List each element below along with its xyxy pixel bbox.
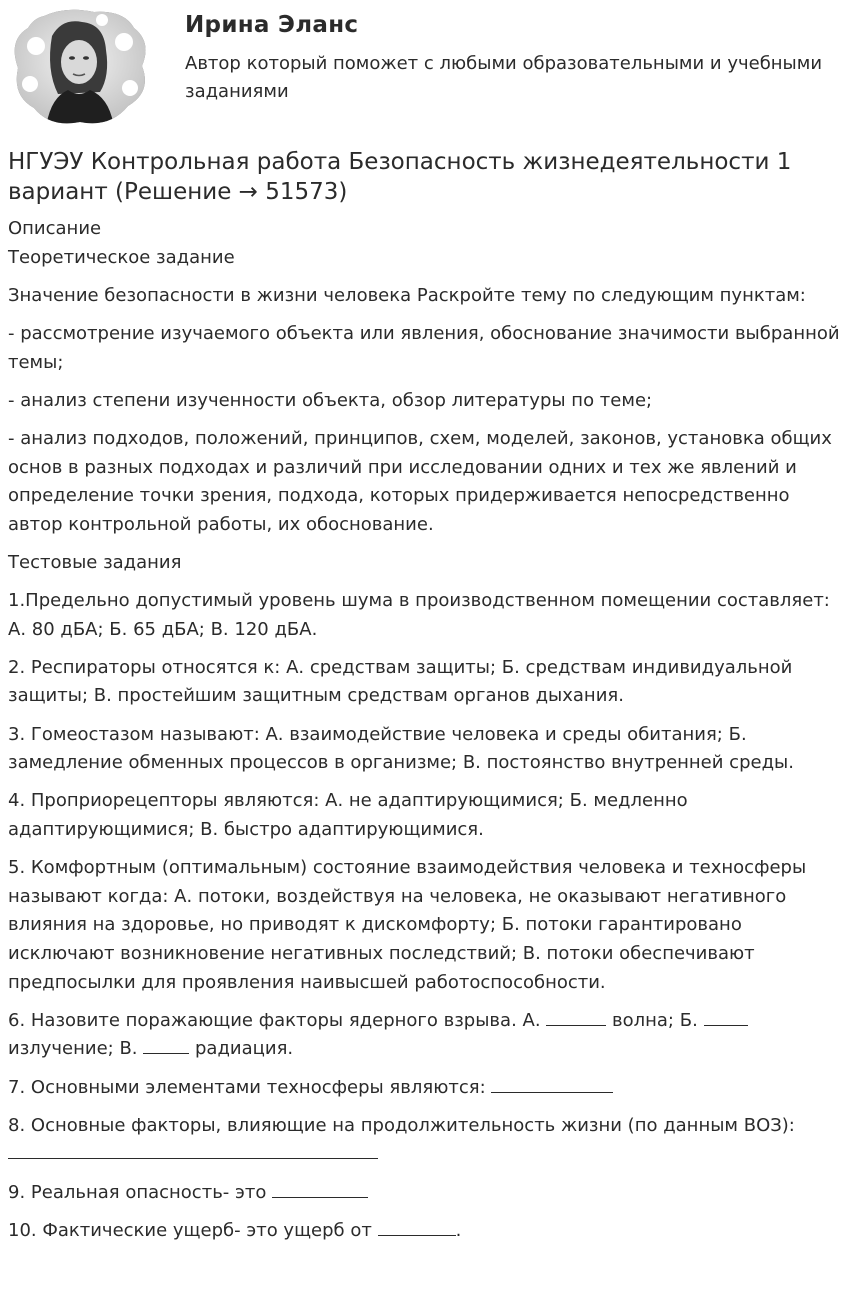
- answer-blank: [143, 1035, 189, 1054]
- theory-label: Теоретическое задание: [8, 246, 235, 268]
- q9-text: 9. Реальная опасность- это: [8, 1181, 273, 1203]
- work-description: [8, 215, 842, 1255]
- test-question-2: 2. Респираторы относятся к: А. средствам защиты; Б. средствам индивидуальной защиты; В. простейшим защитным средствам органов дыхания.: [8, 656, 793, 707]
- theory-point-3: - анализ подходов, положений, принципов, схем, моделей, законов, установка общих основ в разных подходах и различий при исследовании одних и тех же явлений и определение точки зрения, подхода, которых придерживается непосредственно автор контрольной работы, их обоснование.: [8, 427, 832, 535]
- author-name[interactable]: Ирина Эланс: [185, 12, 359, 38]
- test-question-10: [8, 1217, 842, 1246]
- answer-blank: [491, 1074, 613, 1093]
- test-question-6: [8, 1007, 842, 1064]
- q8-text: 8. Основные факторы, влияющие на продолжительность жизни (по данным ВОЗ):: [8, 1114, 795, 1136]
- theory-intro: Значение безопасности в жизни человека Раскройте тему по следующим пунктам:: [8, 284, 806, 306]
- description-label: Описание: [8, 218, 102, 239]
- theory-point-1: - рассмотрение изучаемого объекта или явления, обоснование значимости выбранной темы;: [8, 322, 840, 373]
- test-question-9: [8, 1179, 842, 1208]
- q10-text: 10. Фактические ущерб- это ущерб от: [8, 1219, 378, 1241]
- answer-blank: [272, 1179, 368, 1198]
- page-title: НГУЭУ Контрольная работа Безопасность жизнедеятельности 1 вариант (Решение → 51573): [8, 149, 792, 205]
- test-question-8: [8, 1112, 842, 1169]
- author-header: [0, 0, 847, 140]
- answer-blank: [378, 1217, 456, 1236]
- answer-blank: [546, 1007, 606, 1026]
- author-avatar[interactable]: [6, 6, 152, 128]
- q7-text: 7. Основными элементами техносферы являются:: [8, 1076, 492, 1098]
- author-description: Автор который поможет с любыми образовательными и учебными заданиями: [185, 53, 823, 102]
- theory-point-2: - анализ степени изученности объекта, обзор литературы по теме;: [8, 389, 653, 411]
- answer-blank: [8, 1140, 378, 1159]
- q6-part-d: радиация.: [189, 1038, 294, 1060]
- answer-blank: [704, 1007, 748, 1026]
- test-question-4: 4. Проприорецепторы являются: А. не адаптирующимися; Б. медленно адаптирующимися; В. быстро адаптирующимися.: [8, 790, 688, 841]
- tests-label: Тестовые задания: [8, 551, 182, 573]
- test-question-3: 3. Гомеостазом называют: А. взаимодействие человека и среды обитания; Б. замедление обменных процессов в организме; В. постоянство внутренней среды.: [8, 723, 794, 774]
- test-question-1: 1.Предельно допустимый уровень шума в производственном помещении составляет: А. 80 дБА; Б. 65 дБА; В. 120 дБА.: [8, 590, 830, 640]
- test-question-5: 5. Комфортным (оптимальным) состояние взаимодействия человека и техносферы называют когда: А. потоки, воздействуя на человека, не оказывают негативного влияния на здоровье, но приводят к дискомфорту; Б. потоки гарантировано исключают возникновение негативных последствий; В. потоки обеспечивают предпосылки для проявления наивысшей работоспособности.: [8, 857, 807, 993]
- q6-part-c: излучение; В.: [8, 1038, 144, 1060]
- q6-part-b: волна; Б.: [606, 1009, 704, 1031]
- test-question-7: [8, 1074, 842, 1103]
- q10-end: .: [455, 1219, 462, 1241]
- q6-part-a: 6. Назовите поражающие факторы ядерного взрыва. А.: [8, 1009, 547, 1031]
